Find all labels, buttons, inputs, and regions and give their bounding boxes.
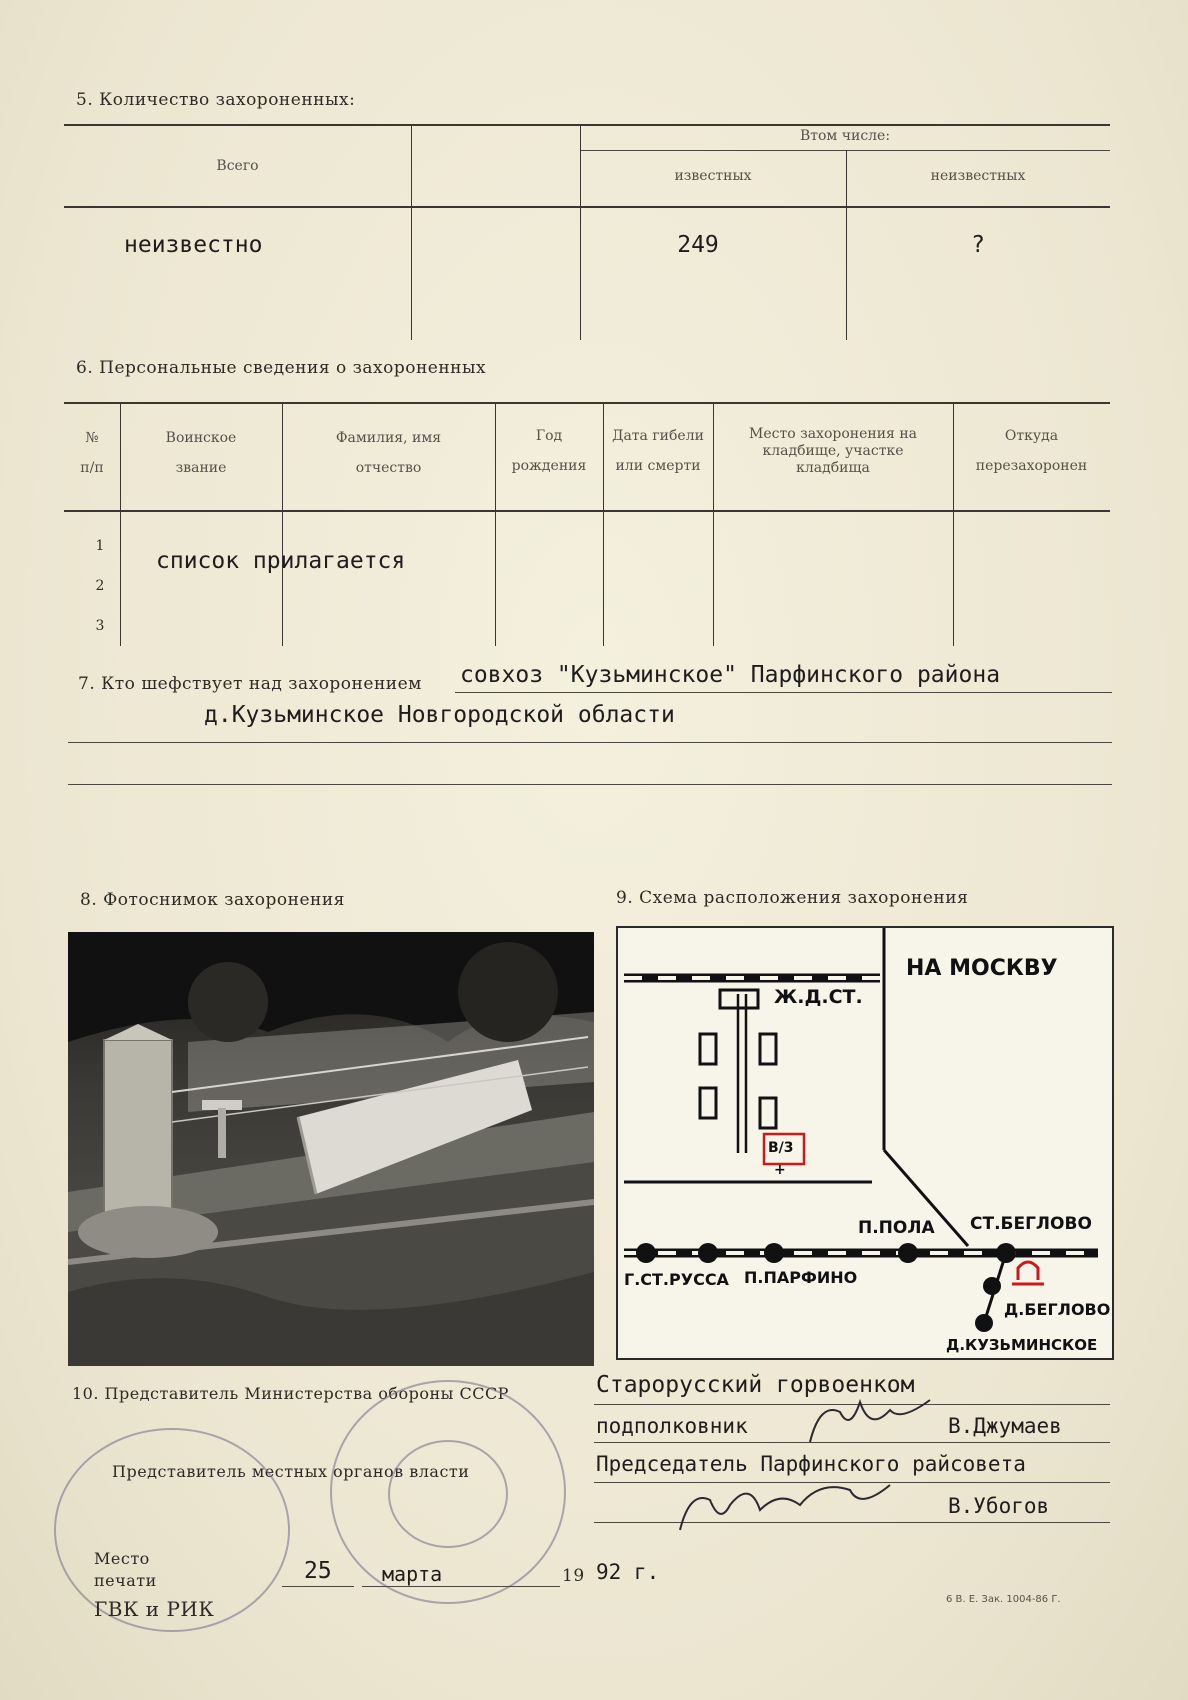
local-rep-line-1: Председатель Парфинского райсовета [596,1452,1026,1476]
mod-rep-line-1: Старорусский горвоенком [596,1372,915,1398]
label-kuzminskoe: Д.КУЗЬМИНСКОЕ [946,1336,1098,1354]
hdr-name: Фамилия, имя отчество [335,430,442,476]
section5-title: 5. Количество захороненных: [76,90,356,110]
burial-photo [68,932,594,1366]
label-rail-station: Ж.Д.СТ. [774,986,863,1008]
scheme-lines [618,928,1112,1358]
date-year: 92 г. [596,1560,660,1584]
hdr-place: Место захоронения на кладбище, участке кладбища [748,426,918,476]
label-staraya-russa: Г.СТ.РУССА [624,1270,729,1289]
label-to-moscow: НА МОСКВУ [906,956,1058,981]
section9-title: 9. Схема расположения захоронения [616,888,969,908]
mod-rep-name: В.Джумаев [948,1414,1062,1438]
burial-photo-image [68,932,594,1366]
table5-sub-rule [580,150,1110,151]
mod-rep-rank: подполковник [596,1414,748,1438]
col-total-header: Всего [216,158,259,174]
date-century: 19 [562,1566,585,1586]
hdr-num: № п/п [80,430,104,476]
hdr-rank: Воинское звание [165,430,237,476]
table5-divider [411,124,412,340]
label-parfino: П.ПАРФИНО [744,1268,858,1287]
patron-line-2: д.Кузьминское Новгородской области [204,702,675,728]
row-number: 1 [95,538,105,554]
hdr-death: Дата гибели или смерти [612,428,704,474]
col-including-header: Втом числе: [799,128,891,144]
patron-underline [68,742,1112,743]
section7-label: 7. Кто шефствует над захоронением [78,674,422,694]
section6-title: 6. Персональные сведения о захороненных [76,358,487,378]
hdr-from: Откуда перезахоронен [975,428,1088,474]
patron-underline [68,784,1112,785]
seal-place-label: Место печати ГВК и РИК [94,1549,215,1621]
label-beglovo-station: СТ.БЕГЛОВО [970,1214,1092,1234]
patron-underline [455,692,1112,693]
col-unknown-header: неизвестных [930,168,1026,184]
patron-line-1: совхоз "Кузьминское" Парфинского района [460,662,1001,688]
date-underline [362,1586,560,1587]
location-scheme [616,926,1114,1360]
mod-signature [800,1392,960,1452]
total-value: неизвестно [124,232,263,258]
label-pola: П.ПОЛА [858,1218,935,1238]
local-rep-name: В.Убогов [948,1494,1050,1518]
unknown-value: ? [971,232,985,258]
table5-header-rule [64,206,1110,208]
date-month: марта [382,1562,443,1586]
known-value: 249 [677,232,719,258]
label-beglovo-village: Д.БЕГЛОВО [1004,1300,1111,1319]
date-underline [282,1586,354,1587]
print-mark: 6 В. Е. Зак. 1004-86 Г. [946,1594,1061,1605]
col-known-header: известных [674,168,752,184]
table5-top-rule [64,124,1110,126]
personal-list-entry: список прилагается [156,548,406,574]
row-number: 3 [95,618,105,634]
row-number: 2 [95,578,105,594]
section10-title: 10. Представитель Министерства обороны СССР [72,1384,509,1403]
local-signature [660,1470,900,1540]
section8-title: 8. Фотоснимок захоронения [80,890,345,910]
label-cross: + [774,1162,786,1178]
hdr-birth: Год рождения [511,428,587,474]
label-military-office: В/3 [768,1140,794,1156]
local-rep-label: Представитель местных органов власти [112,1462,470,1481]
seal-emblem [388,1440,508,1548]
date-day: 25 [304,1558,332,1584]
